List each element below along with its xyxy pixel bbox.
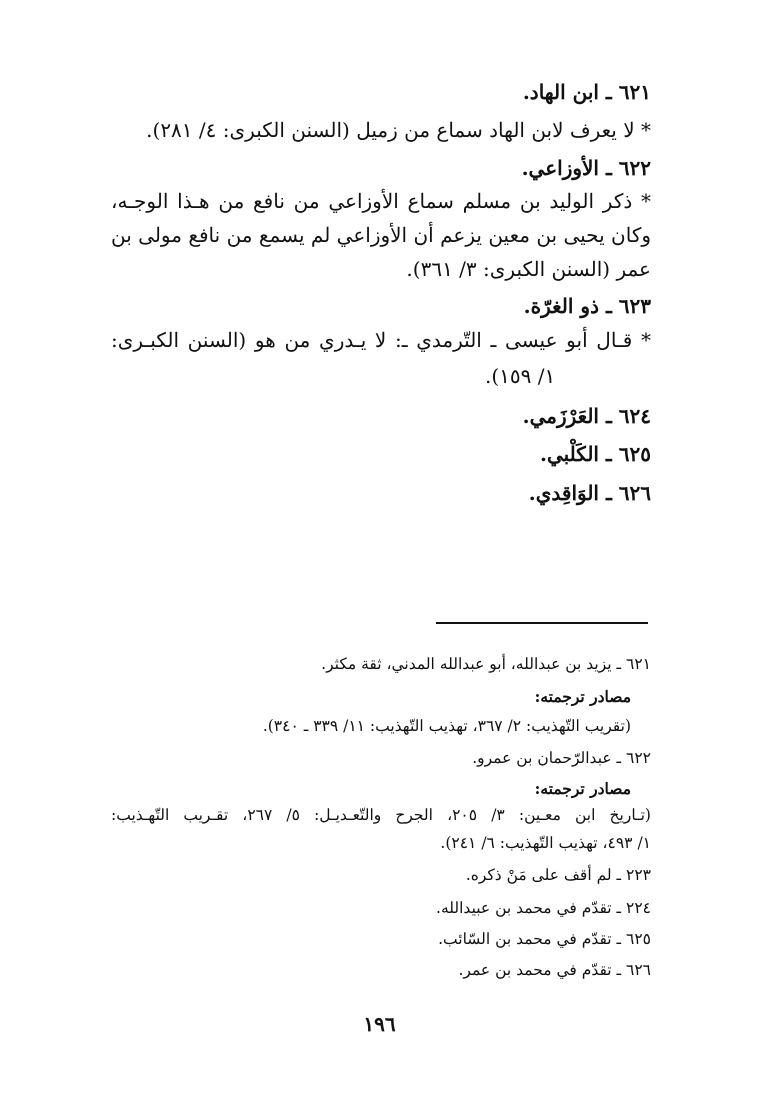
entry-625-heading: ٦٢٥ ـ الكَلْبي. bbox=[539, 442, 651, 466]
footnote-625: ٦٢٥ ـ تقدّم في محمد بن السّائب. bbox=[438, 930, 651, 948]
entry-623-text-line-2: ١/ ١٥٩). bbox=[485, 364, 556, 388]
page-number: ١٩٦ bbox=[363, 1012, 396, 1036]
footnote-622-sources-line-2: ١/ ٤٩٣، تهذيب التّهذيب: ٦/ ٢٤١). bbox=[440, 834, 651, 852]
entry-622-text-line-1: * ذكر الوليد بن مسلم سماع الأوزاعي من نافع من هـذا الوجـه، bbox=[111, 189, 651, 213]
footnote-626: ٦٢٦ ـ تقدّم في محمد بن عمر. bbox=[458, 961, 651, 979]
footnote-621: ٦٢١ ـ يزيد بن عبدالله، أبو عبدالله المدني، ثقة مكثر. bbox=[321, 655, 651, 673]
entry-622-text-line-3: عمر (السنن الكبرى: ٣/ ٣٦١). bbox=[406, 257, 651, 281]
footnote-separator bbox=[436, 622, 648, 624]
entry-621-heading: ٦٢١ ـ ابن الهاد. bbox=[522, 80, 651, 104]
entry-622-heading: ٦٢٢ ـ الأوزاعي. bbox=[521, 156, 651, 180]
entry-621-text: * لا يعرف لابن الهاد سماع من زميل (السنن الكبرى: ٤/ ٢٨١). bbox=[146, 118, 651, 142]
footnote-623: ٢٢٣ ـ لم أقف على مَنْ ذكره. bbox=[465, 866, 651, 884]
entry-623-heading: ٦٢٣ ـ ذو الغرّة. bbox=[523, 294, 651, 318]
entry-624-heading: ٦٢٤ ـ العَرْزَمي. bbox=[522, 404, 651, 428]
entry-622-text-line-2: وكان يحيى بن معين يزعم أن الأوزاعي لم يسمع من نافع مولى بن bbox=[111, 223, 651, 247]
footnote-624: ٢٢٤ ـ تقدّم في محمد بن عبيدالله. bbox=[436, 899, 651, 917]
footnote-621-sources: (تقريب التّهذيب: ٢/ ٣٦٧، تهذيب التّهذيب: ١١/ ٣٣٩ ـ ٣٤٠). bbox=[262, 717, 631, 735]
entry-626-heading: ٦٢٦ ـ الوَاقِدي. bbox=[528, 481, 651, 505]
footnote-622-sources-label: مصادر ترجمته: bbox=[534, 779, 631, 798]
footnote-621-sources-label: مصادر ترجمته: bbox=[534, 687, 631, 706]
footnote-622-sources-line-1: (تـاريخ ابن معـين: ٣/ ٢٠٥، الجرح والتّعـديـل: ٥/ ٢٦٧، تقـريب التّهـذيب: bbox=[111, 806, 651, 824]
footnote-622: ٦٢٢ ـ عبدالرّحمان بن عمرو. bbox=[472, 749, 651, 767]
entry-623-text-line-1: * قـال أبو عيسى ـ التّرمدي ـ: لا يـدري من هو (السنن الكبـرى: bbox=[111, 328, 651, 352]
